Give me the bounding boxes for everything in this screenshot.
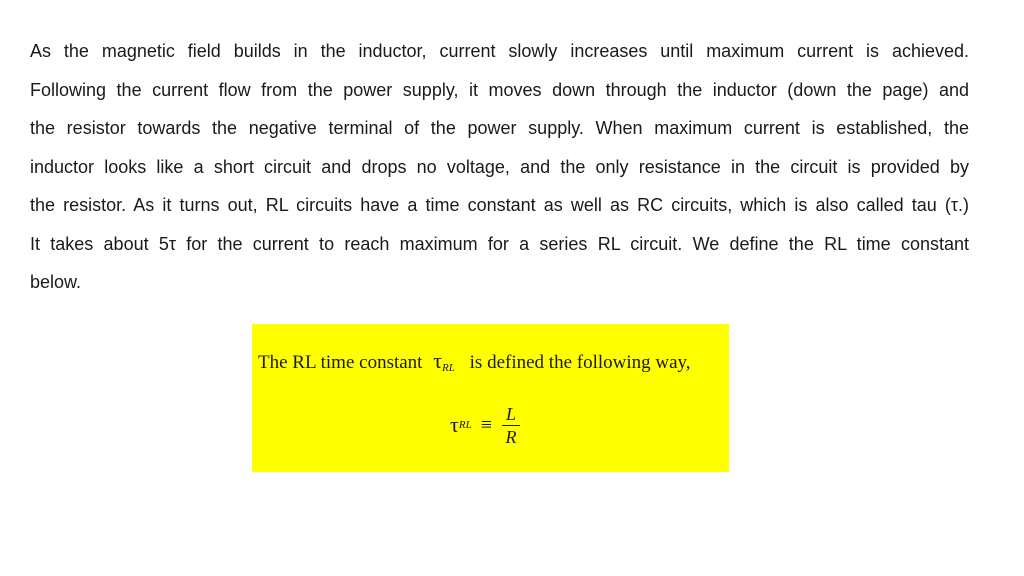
equivalence-sign: ≡ bbox=[480, 413, 492, 436]
paragraph-line: the resistor towards the negative terminal of the power supply. When maximum current is established, the bbox=[30, 118, 969, 138]
equation-lhs-symbol: τ bbox=[450, 412, 459, 437]
paragraph-line: below. bbox=[30, 272, 82, 292]
paragraph-line: It takes about 5τ for the current to reach maximum for a series RL circuit. We define the RL time constant bbox=[30, 233, 969, 254]
fraction-bar bbox=[502, 425, 520, 426]
time-constant-equation bbox=[450, 402, 520, 448]
definition-sentence bbox=[258, 348, 691, 374]
body-paragraph bbox=[30, 32, 969, 302]
tau-subscript: RL bbox=[442, 362, 455, 374]
paragraph-line: As the magnetic field builds in the inductor, current slowly increases until maximum current is achieved. bbox=[30, 41, 969, 61]
paragraph-line: inductor looks like a short circuit and drops no voltage, and the only resistance in the circuit is provided by bbox=[30, 156, 969, 177]
fraction-denominator: R bbox=[505, 426, 517, 447]
equation-lhs-subscript: RL bbox=[458, 419, 472, 431]
definition-prefix: The RL time constant bbox=[258, 352, 423, 373]
fraction-numerator: L bbox=[505, 403, 516, 424]
paragraph-line: Following the current flow from the power supply, it moves down through the inductor (down the page) and bbox=[30, 79, 969, 100]
tau-symbol: τ bbox=[433, 348, 443, 373]
paragraph-line: the resistor. As it turns out, RL circuits have a time constant as well as RC circuits, which is also called tau (τ.) bbox=[30, 195, 969, 215]
definition-suffix: is defined the following way, bbox=[469, 352, 691, 373]
definition-callout bbox=[252, 324, 729, 472]
fraction bbox=[502, 404, 520, 447]
